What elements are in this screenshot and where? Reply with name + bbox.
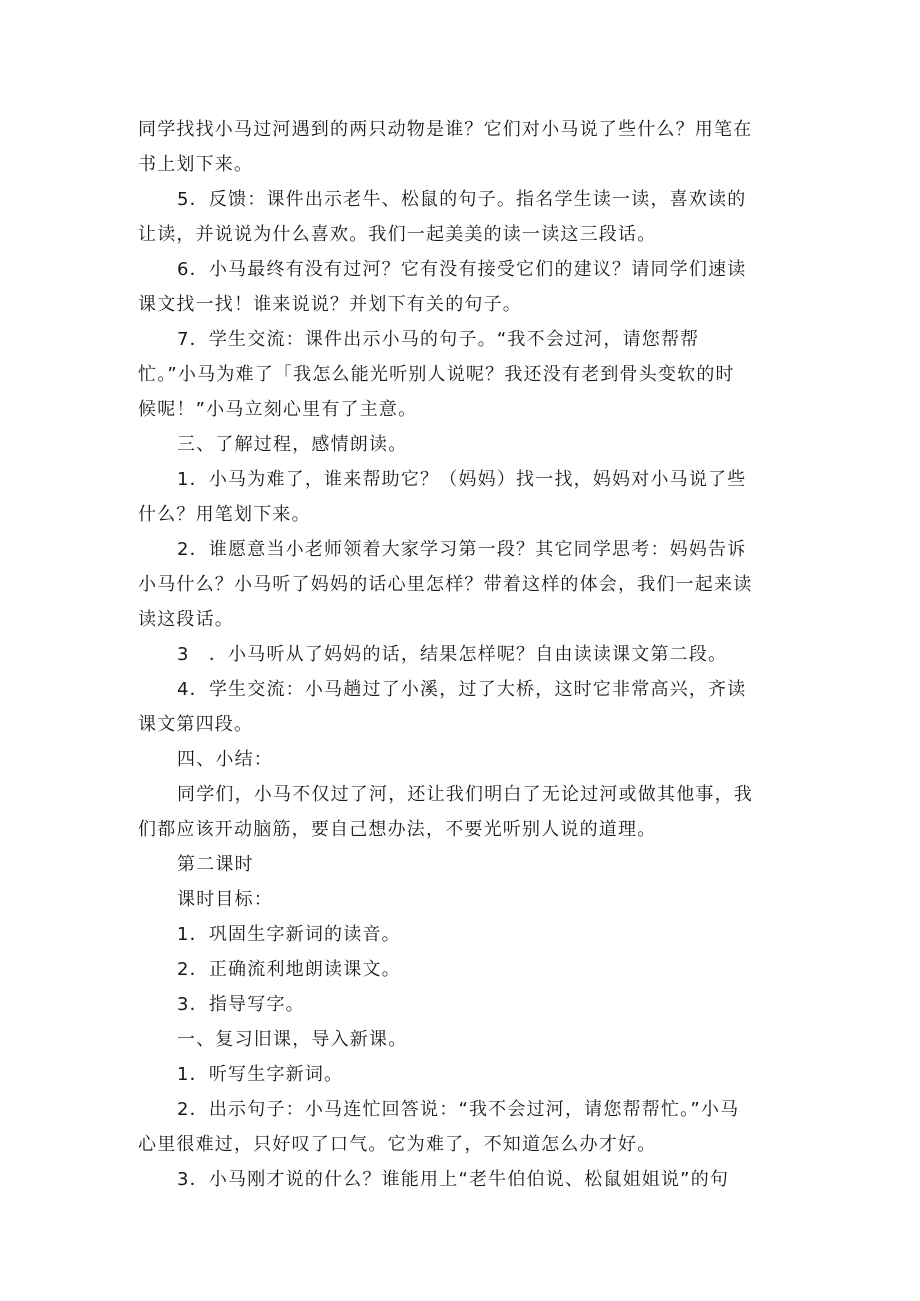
section-heading: 第二课时 <box>177 854 254 875</box>
text-line: 2．出示句子：小马连忙回答说：“我不会过河，请您帮帮忙。”小马 <box>177 1099 740 1120</box>
text-line: 同学们，小马不仅过了河，还让我们明白了无论过河或做其他事，我 <box>177 784 753 805</box>
section-heading: 四、小结： <box>177 749 273 770</box>
text-line: 2．正确流利地朗读课文。 <box>177 959 401 980</box>
text-line: 5．反馈：课件出示老牛、松鼠的句子。指名学生读一读，喜欢读的 <box>177 189 747 210</box>
text-line: 候呢！”小马立刻心里有了主意。 <box>138 399 418 420</box>
text-line: 读这段话。 <box>138 609 234 630</box>
text-line: 1．听写生字新词。 <box>177 1064 344 1085</box>
text-line: 3．指导写字。 <box>177 994 305 1015</box>
text-line: 课文找一找！谁来说说？并划下有关的句子。 <box>138 294 522 315</box>
section-heading: 一、复习旧课，导入新课。 <box>177 1029 408 1050</box>
text-line: 3．小马刚才说的什么？谁能用上“老牛伯伯说、松鼠姐姐说”的句 <box>177 1169 730 1190</box>
text-line: 4．学生交流：小马趟过了小溪，过了大桥，这时它非常高兴，齐读 <box>177 679 747 700</box>
text-line: 忙。”小马为难了「我怎么能光听别人说呢？我还没有老到骨头变软的时 <box>138 364 735 385</box>
section-heading: 三、了解过程，感情朗读。 <box>177 434 408 455</box>
text-line: 6．小马最终有没有过河？它有没有接受它们的建议？请同学们速读 <box>177 259 747 280</box>
text-line: 什么？用笔划下来。 <box>138 504 311 525</box>
text-line: 小马什么？小马听了妈妈的话心里怎样？带着这样的体会，我们一起来读 <box>138 574 753 595</box>
text-line: 1．巩固生字新词的读音。 <box>177 924 401 945</box>
text-line: 3 ．小马听从了妈妈的话，结果怎样呢？自由读读课文第二段。 <box>177 644 728 665</box>
text-line: 7．学生交流：课件出示小马的句子。“我不会过河，请您帮帮 <box>177 329 700 350</box>
text-line: 书上划下来。 <box>138 154 254 175</box>
text-line: 同学找找小马过河遇到的两只动物是谁？它们对小马说了些什么？用笔在 <box>138 119 753 140</box>
text-line: 们都应该开动脑筋，要自己想办法，不要光听别人说的道理。 <box>138 819 657 840</box>
text-line: 课文第四段。 <box>138 714 254 735</box>
text-line: 心里很难过，只好叹了口气。它为难了，不知道怎么办才好。 <box>138 1134 657 1155</box>
text-line: 课时目标： <box>177 889 273 910</box>
text-line: 1．小马为难了，谁来帮助它？（妈妈）找一找，妈妈对小马说了些 <box>177 469 747 490</box>
text-line: 让读，并说说为什么喜欢。我们一起美美的读一读这三段话。 <box>138 224 657 245</box>
text-line: 2．谁愿意当小老师领着大家学习第一段？其它同学思考：妈妈告诉 <box>177 539 747 560</box>
